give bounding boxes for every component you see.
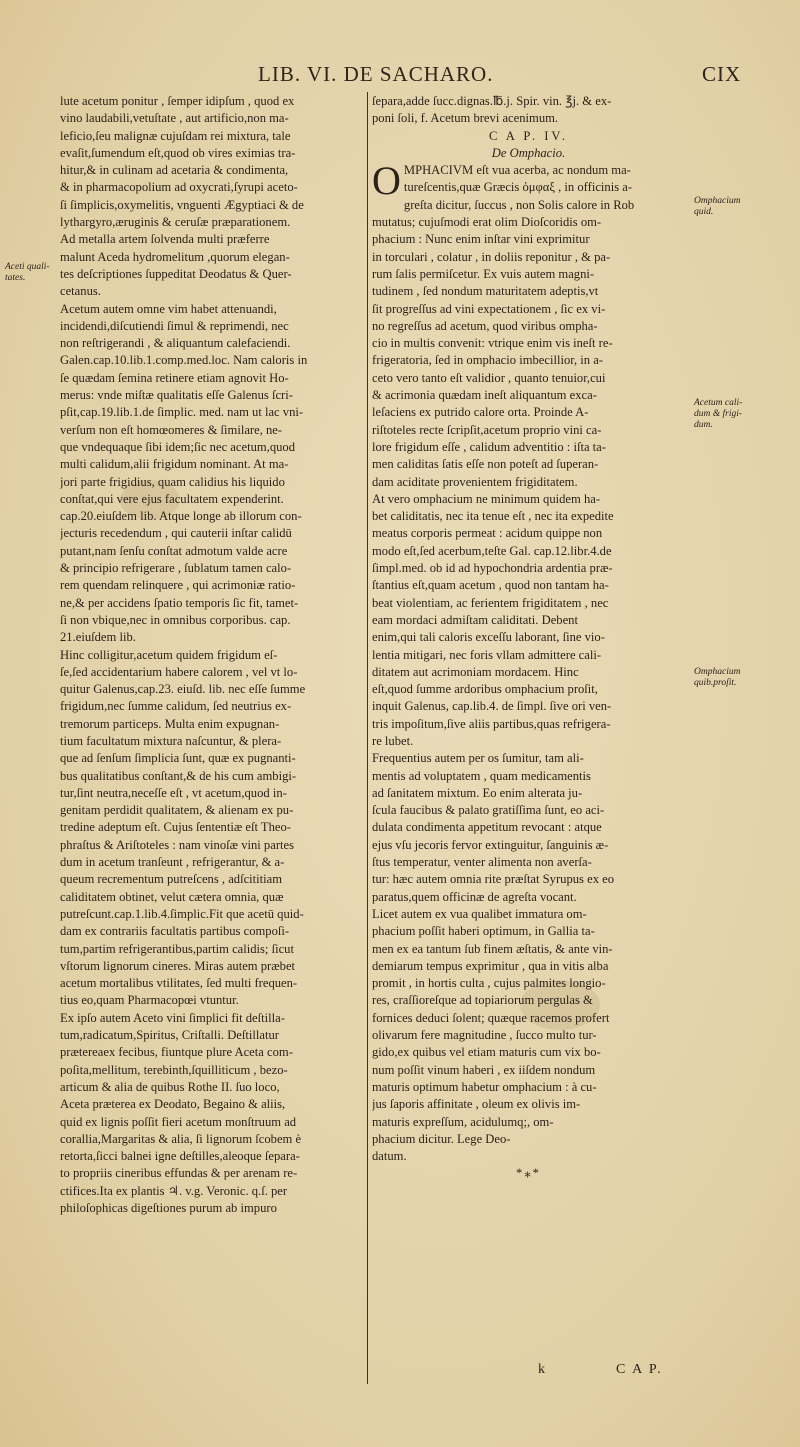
text-line: leficio,ſeu malignæ cujuſdam rei mixtura, tale [60,128,291,143]
text-line: maturis optimum habetur omphacium : à cu- [372,1079,597,1094]
text-line: frigidum,nec ſumme calidum, ſed neutrius ex- [60,699,292,714]
text-line: Acetum autem omne vim habet attenuandi, [60,301,277,316]
text-line: & in pharmacopolium ad oxycrati,ſyrupi aceto- [60,180,298,195]
text-line: lore frigidum eſſe , calidum adventitio : iſta ta- [372,439,606,454]
text-line: phacium dicitur. Lege Deo- [372,1131,511,1146]
text-line: tes deſcriptiones ſuppeditat Deodatus & Quer- [60,266,292,281]
text-line: tudinem , ſed nondum maturitatem adeptis,vt [372,284,599,299]
text-line: bet caliditatis, nec ita tenue eſt , nec ita expedite [372,509,614,524]
text-line: ejus vſu jecoris fervor extinguitur, ſanguinis æ- [372,837,609,852]
text-line: dam aciditate provenientem frigiditatem. [372,474,578,489]
text-line: datum. [372,1149,407,1164]
text-line: lentia mitigari, nec foris vllam admittere cali- [372,647,602,662]
text-line: res, craſſioreſque ad topiariorum pergulas & [372,993,593,1008]
margin-note-omphacium [694,196,740,218]
text-line: ctifices.Ita ex plantis ♃. v.g. Veronic. q.ſ. per [60,1183,288,1198]
text-line: ceto vero tanto eſt validior , quanto tenuior,cui [372,370,606,385]
text-line: cio in multis convenit: vtrique enim vis ineſt re- [372,336,613,351]
text-line: greſta dicitur, ſuccus , non Solis calore in Rob [403,197,635,212]
text-line: num poſſit vinum haberi , ex iiſdem nondum [372,1062,596,1077]
text-line: putreſcunt.cap.1.lib.4.ſimplic.Fit que acetū quid- [60,906,304,921]
text-line: poſita,mellitum, terebinth,ſquilliticum , bezo- [60,1062,288,1077]
text-line: incidendi,diſcutiendi ſimul & reprimendi, nec [60,318,289,333]
text-line: ſit progreſſus ad vini expectationem , ſic ex vi- [372,301,606,316]
text-line: inquit Galenus, cap.lib.4. de ſimpl. ſive ori ven- [372,699,612,714]
text-line: philoſophicas digeſtiones purum ab impuro [60,1201,277,1215]
text-line: jecturis recedendum , qui cauterii inſtar calidū [60,526,292,541]
right-column [372,93,685,1183]
text-line: tum,radicatum,Spiritus, Criſtalli. Deſtillatur [60,1028,279,1043]
text-line: ſtantius eſt,quam acetum , quod non tantam ha- [372,578,609,593]
text-line: verſum non eſt homœomeres & ſimilare, ne- [60,422,283,437]
text-line: re lubet. [372,733,414,748]
text-line: tium facultatum mixtura naſcuntur, & plera- [60,733,282,748]
text-line: ad ſanitatem mixtum. Eo enim alterata ju- [372,785,583,800]
text-line: gido,ex quibus vel etiam maturis cum vix bo- [372,1045,601,1060]
text-line: dum in acetum tranſeunt , refrigerantur, & a- [60,855,285,870]
text-line: putant,nam ſenſu conſtat admotum valde acre [60,543,288,558]
text-line: MPHACIVM eſt vua acerba, ac nondum ma- [403,163,631,178]
text-line: corallia,Margaritas & alia, ſi lignorum ſcobem è [60,1131,302,1146]
text-line: que ad ſenſum ſimplicia ſunt, quæ ex pugnanti- [60,751,296,766]
drop-capital: O [372,158,401,204]
margin-note-line: Omphacium [694,196,741,206]
text-line: ſepara,adde ſucc.dignas.℔.j. Spir. vin. ℥j. & ex- [372,94,612,108]
left-column [60,93,363,1217]
text-line: malunt Aceda hydromelitum ,quorum elegan- [60,249,290,264]
catchword: C A P. [616,1362,663,1377]
text-line: quitur Galenus,cap.23. eiuſd. lib. nec eſſe ſumme [60,682,306,697]
text-line: & principio refrigerare , ſublatum tamen calo- [60,561,292,576]
text-line: phacium : Nunc enim inſtar vini exprimitur [372,232,590,247]
text-line: pſit,cap.19.lib.1.de ſimplic. med. nam ut lac vni- [60,405,304,420]
text-line: ſtus temperatur, venter alimenta non averſa- [372,855,592,870]
text-line: phacium poſſit haberi optimum, in Gallia ta- [372,924,595,939]
text-line: multi calidum,alii frigidum nominant. At ma- [60,457,289,472]
text-line: eſt,quod ſumme ardoribus omphacium proſit, [372,682,598,697]
text-line: tur,ſint neutra,neceſſe eſt , vt acetum,quod in- [60,785,287,800]
text-line: quid ex lignis poſſit fieri acetum monſtruum ad [60,1114,297,1129]
asterism: *⁎* [516,1166,541,1181]
text-line: vſtorum lignorum cineres. Miras autem præbet [60,958,296,973]
text-line: dam ex contrariis facultatis partibus compoſi- [60,924,290,939]
text-line: tur: hæc autem omnia rite præſtat Syrupus ex eo [372,872,615,887]
text-line: ditatem aut acrimoniam mordacem. Hinc [372,664,579,679]
text-line: mentis ad voluptatem , quam medicamentis [372,768,591,783]
margin-note-line: quid. [694,207,714,217]
margin-note-left [5,262,50,284]
text-line: conſtat,qui vere ejus facultatem expenderint. [60,491,284,506]
margin-note-line: dum. [694,420,713,430]
text-line: Hinc colligitur,acetum quidem frigidum eſ- [60,647,278,662]
text-line: 21.eiuſdem lib. [60,630,136,645]
text-line: fornices deduci ſolent; quæque racemos profert [372,1010,610,1025]
margin-note-line: Omphacium [694,667,741,677]
text-line: riſtoteles recte ſcripſit,acetum proprio vini ca- [372,422,602,437]
text-line: jus ſaporis affinitate , oleum ex olivis im- [372,1097,581,1112]
folio-number: CIX [702,62,742,86]
text-line: lute acetum ponitur , ſemper idipſum , quod ex [60,94,295,108]
text-line: Galen.cap.10.lib.1.comp.med.loc. Nam caloris in [60,353,308,368]
chapter-heading: C A P. IV. [488,128,569,143]
text-line: Licet autem ex vua qualibet immatura om- [372,906,587,921]
running-title: LIB. VI. DE SACHARO. [258,62,494,86]
text-line: ſi ſimplicis,oxymelitis, vnguenti Ægyptiaci & de [60,197,304,212]
text-line: poni ſoli, f. Acetum brevi acenimum. [372,111,559,126]
text-line: retorta,ſicci balnei igne deſtilles,aleoque ſepara- [60,1149,300,1164]
text-line: paratus,quem officinæ de agreſta vocant. [372,889,577,904]
text-line: Aceta præterea ex Deodato, Begaino & aliis, [60,1097,286,1112]
margin-note-line: tates. [5,273,26,283]
text-line: to propriis cineribus effundas & per arenam re- [60,1166,298,1181]
text-line: genitam perdidit qualitatem, & alienam ex pu- [60,803,294,818]
text-line: men caliditas ſatis eſſe non poteſt ad ſuperan- [372,457,599,472]
text-line: men ex ea tantum ſub finem æſtatis, & ante vin- [372,941,613,956]
margin-note-acetum [694,398,742,431]
text-line: mutatus; cujuſmodi erat olim Dioſcoridis om- [372,215,602,230]
text-line: merus: vnde miſtæ qualitatis eſſe Galenus ſcri- [60,388,293,403]
text-line: cap.20.eiuſdem lib. Atque longe ab illorum con- [60,509,302,524]
text-line: tremorum particeps. Multa enim expugnan- [60,716,280,731]
text-line: olivarum fere magnitudine , ſucco multo tur- [372,1028,597,1043]
text-line: cetanus. [60,284,101,299]
text-line: & acrimonia quædam ineſt aliquantum exca- [372,388,597,403]
text-line: modo eſt,ſed acerbum,teſte Gal. cap.12.libr.4.de [372,543,612,558]
margin-note-line: dum & frigi- [694,409,743,419]
text-line: ſimpl.med. ob id ad hypochondria ardentia præ- [372,561,613,576]
text-line: acetum mortalibus vtilitates, ſed multi frequen- [60,976,298,991]
text-line: ſe quædam ſemina retinere etiam agnovit Ho- [60,370,289,385]
text-line: tredine adeptum eſt. Cujus ſententiæ eſt Theo- [60,820,291,835]
text-line: hitur,& in culinam ad acetaria & condimenta, [60,163,289,178]
text-line: Ex ipſo autem Aceto vini ſimplici fit deſtilla- [60,1010,285,1025]
column-rule [367,92,368,1384]
text-line: jori parte frigidius, quam calidius his liquido [60,474,285,489]
text-line: in torculari , colatur , in doliis reponitur , & pa- [372,249,611,264]
text-line: meatus corporis permeat : acidum quippe non [372,526,603,541]
text-line: promit , in hortis culta , cujus palmites longio- [372,976,606,991]
text-line: ſe,ſed accidentarium habere calorem , vel vt lo- [60,664,298,679]
margin-note-line: quib.proſit. [694,678,737,688]
text-line: eam mordaci admiſtam caliditati. Debent [372,612,578,627]
text-line: tum,partim refrigerantibus,partim calidis; ſicut [60,941,294,956]
text-line: maturis expreſſum, acidulumq;, om- [372,1114,554,1129]
text-line: que vndequaque ſibi idem;ſic nec acetum,quod [60,439,296,454]
text-line: ſcula faucibus & palato gratiſſima ſunt, eo aci- [372,803,605,818]
text-line: Frequentius autem per os ſumitur, tam ali- [372,751,584,766]
text-line: enim,qui tali caloris exceſſu laborant, ſine vio- [372,630,605,645]
text-line: vino laudabili,vetuſtate , aut artificio,non ma- [60,111,289,126]
text-line: articum & alia de quibus Rothe II. ſuo loco, [60,1079,280,1094]
text-line: frigeratoria, ſed in omphacio imbecillior, in a- [372,353,603,368]
text-line: beat violentiam, ac ferientem frigiditatem , nec [372,595,609,610]
text-line: no regreſſus ad acetum, quod viribus ompha- [372,318,598,333]
text-line: prætereaex fecibus, fiuntque plure Aceta com- [60,1045,293,1060]
text-line: bus qualitatibus conſtant,& de his cum ambigi- [60,768,297,783]
margin-note-line: Aceti quali- [5,262,50,272]
text-line: tureſcentis,quæ Græcis ὀμφαξ , in officinis a- [403,180,633,195]
text-line: rem quendam relinquere , qui acrimoniæ ratio- [60,578,296,593]
text-line: leſaciens ex putrido calore orta. Proinde A- [372,405,589,420]
text-line: tius eo,quam Pharmacopœi vtuntur. [60,993,239,1008]
text-line: ſi non vbique,nec in omnibus corporibus. cap. [60,612,291,627]
text-line: Ad metalla artem ſolvenda multi præferre [60,232,270,247]
text-line: tris impoſitum,ſive aliis partibus,quas refrigera- [372,716,611,731]
signature-mark: k [538,1362,545,1377]
text-line: demiarum tempus exprimitur , qua in vitis alba [372,958,609,973]
text-line: evaſit,ſumendum eſt,quod ob vires eximias tra- [60,145,296,160]
text-line: At vero omphacium ne minimum quidem ha- [372,491,601,506]
text-line: caliditatem obtinet, velut cætera omnia, quæ [60,889,284,904]
margin-note-line: Acetum cali- [694,398,743,408]
text-line: lythargyro,æruginis & ceruſæ præparationem. [60,215,291,230]
text-line: non reſtrigerandi , & aliquantum calefaciendi. [60,336,291,351]
text-line: dulata condimenta appetitum revocant : atque [372,820,602,835]
text-line: queum recrementum putreſcens , adſcititiam [60,872,283,887]
chapter-subtitle: De Omphacio. [491,145,566,160]
text-line: ne,& per accidens ſpatio temporis ſic fit, tamet- [60,595,299,610]
text-line: rum ſalis permiſcetur. Ex vuis autem magni- [372,266,595,281]
margin-note-omphacium-use [694,667,740,689]
text-line: phraſtus & Ariſtoteles : nam vinoſæ vini partes [60,837,295,852]
